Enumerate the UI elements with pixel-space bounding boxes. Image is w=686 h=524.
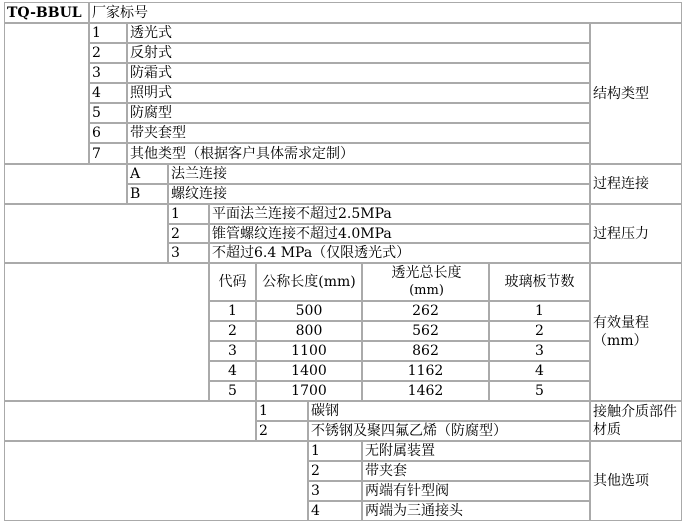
range-row-2-nominal: 800 <box>256 321 362 341</box>
range-spacer <box>4 263 209 401</box>
range-header-plates: 玻璃板节数 <box>489 263 590 301</box>
range-row-4-code: 4 <box>209 361 256 381</box>
process-connection-label: 过程连接 <box>590 164 682 204</box>
options-spacer <box>4 441 308 521</box>
pressure-code-3: 3 <box>168 243 209 263</box>
connection-code-a: A <box>127 164 168 184</box>
pressure-code-1: 1 <box>168 204 209 224</box>
range-row-1-plates: 1 <box>489 301 590 321</box>
contact-material-label: 接触介质部件材质 <box>590 401 682 441</box>
range-row-5-plates: 5 <box>489 381 590 401</box>
range-row-3-total: 862 <box>362 341 489 361</box>
range-row-3-plates: 3 <box>489 341 590 361</box>
process-pressure-label: 过程压力 <box>590 204 682 263</box>
range-row-2-plates: 2 <box>489 321 590 341</box>
structure-spacer <box>4 23 89 164</box>
structure-item-6: 带夹套型 <box>127 123 590 143</box>
range-row-5-code: 5 <box>209 381 256 401</box>
range-row-1-code: 1 <box>209 301 256 321</box>
structure-code-4: 4 <box>89 83 127 103</box>
range-row-5-total: 1462 <box>362 381 489 401</box>
model-code-cell: TQ-BBUL <box>4 2 89 23</box>
structure-item-3: 防霜式 <box>127 63 590 83</box>
pressure-code-2: 2 <box>168 224 209 243</box>
structure-type-label: 结构类型 <box>590 23 682 164</box>
option-item-4: 两端为三通接头 <box>362 501 590 521</box>
option-code-2: 2 <box>308 461 362 481</box>
material-code-1: 1 <box>256 401 308 421</box>
material-spacer <box>4 401 256 441</box>
range-row-4-total: 1162 <box>362 361 489 381</box>
structure-item-5: 防腐型 <box>127 103 590 123</box>
material-item-2: 不锈钢及聚四氟乙烯（防腐型） <box>308 421 590 441</box>
structure-code-6: 6 <box>89 123 127 143</box>
structure-code-7: 7 <box>89 143 127 164</box>
range-header-total <box>362 263 489 301</box>
other-options-label: 其他选项 <box>590 441 682 521</box>
option-code-1: 1 <box>308 441 362 461</box>
range-row-1-total: 262 <box>362 301 489 321</box>
header-title-cell: 厂家标号 <box>89 2 682 23</box>
pressure-item-1: 平面法兰连接不超过2.5MPa <box>209 204 590 224</box>
connection-item-thread: 螺纹连接 <box>168 184 590 204</box>
structure-item-7: 其他类型（根据客户具体需求定制） <box>127 143 590 164</box>
structure-item-4: 照明式 <box>127 83 590 103</box>
structure-item-2: 反射式 <box>127 43 590 63</box>
pressure-item-3: 不超过6.4 MPa（仅限透光式） <box>209 243 590 263</box>
range-row-4-nominal: 1400 <box>256 361 362 381</box>
range-header-nominal: 公称长度(mm) <box>256 263 362 301</box>
option-code-3: 3 <box>308 481 362 501</box>
range-header-code: 代码 <box>209 263 256 301</box>
material-code-2: 2 <box>256 421 308 441</box>
structure-code-1: 1 <box>89 23 127 43</box>
range-row-2-code: 2 <box>209 321 256 341</box>
connection-code-b: B <box>127 184 168 204</box>
range-header-total-line1: 透光总长度 <box>391 265 462 281</box>
structure-code-2: 2 <box>89 43 127 63</box>
structure-code-3: 3 <box>89 63 127 83</box>
option-item-2: 带夹套 <box>362 461 590 481</box>
option-item-3: 两端有针型阀 <box>362 481 590 501</box>
range-row-4-plates: 4 <box>489 361 590 381</box>
structure-item-1: 透光式 <box>127 23 590 43</box>
option-code-4: 4 <box>308 501 362 521</box>
option-item-1: 无附属装置 <box>362 441 590 461</box>
pressure-spacer <box>4 204 168 263</box>
connection-item-flange: 法兰连接 <box>168 164 590 184</box>
effective-range-label: 有效量程（mm） <box>590 263 682 401</box>
structure-code-5: 5 <box>89 103 127 123</box>
connection-spacer <box>4 164 127 204</box>
range-row-1-nominal: 500 <box>256 301 362 321</box>
pressure-item-2: 锥管螺纹连接不超过4.0MPa <box>209 224 590 243</box>
range-header-total-line2: (mm) <box>409 283 444 298</box>
material-item-1: 碳钢 <box>308 401 590 421</box>
range-row-3-code: 3 <box>209 341 256 361</box>
range-row-3-nominal: 1100 <box>256 341 362 361</box>
range-row-2-total: 562 <box>362 321 489 341</box>
range-row-5-nominal: 1700 <box>256 381 362 401</box>
